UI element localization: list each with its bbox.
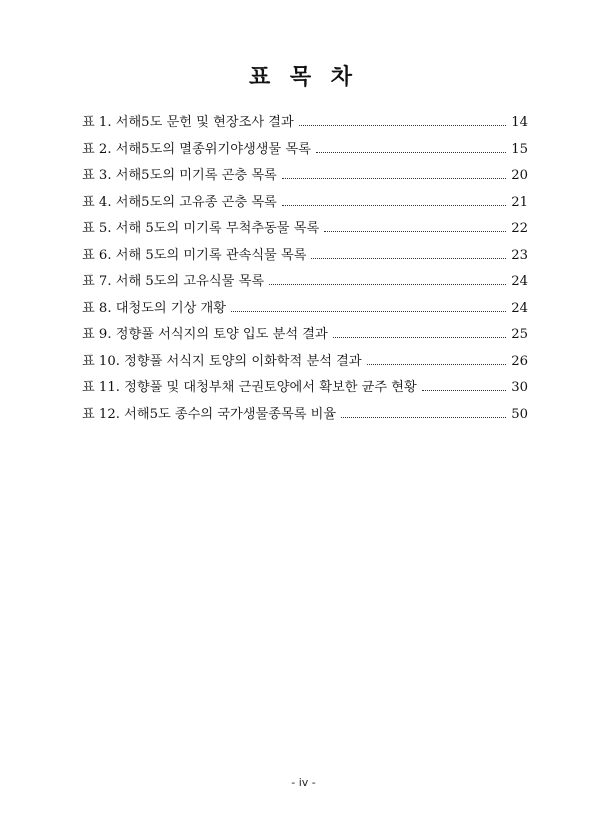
toc-entry-11[interactable] bbox=[82, 379, 528, 406]
dot-leader bbox=[231, 311, 506, 312]
dot-leader bbox=[282, 178, 506, 179]
toc-entry-page: 22 bbox=[511, 221, 528, 236]
toc-entry-label: 표 2. 서해5도의 멸종위기야생생물 목록 bbox=[82, 141, 311, 157]
toc-entry-2[interactable] bbox=[82, 141, 528, 168]
dot-leader bbox=[299, 125, 506, 126]
toc-entry-label: 표 6. 서해 5도의 미기록 관속식물 목록 bbox=[82, 247, 307, 263]
dot-leader bbox=[316, 152, 506, 153]
dot-leader bbox=[367, 364, 506, 365]
toc-entry-4[interactable] bbox=[82, 194, 528, 221]
toc-entry-label: 표 5. 서해 5도의 미기록 무척추동물 목록 bbox=[82, 221, 320, 236]
toc-entry-12[interactable] bbox=[82, 406, 528, 433]
toc-entry-9[interactable] bbox=[82, 326, 528, 353]
table-of-contents bbox=[82, 114, 528, 432]
toc-entry-label: 표 4. 서해5도의 고유종 곤충 목록 bbox=[82, 194, 277, 210]
toc-entry-page: 26 bbox=[511, 353, 528, 369]
dot-leader bbox=[282, 205, 506, 206]
toc-entry-page: 14 bbox=[511, 115, 528, 130]
toc-entry-5[interactable] bbox=[82, 220, 528, 247]
toc-entry-page: 23 bbox=[511, 247, 528, 263]
dot-leader bbox=[333, 337, 506, 338]
toc-entry-label: 표 12. 서해5도 종수의 국가생물종목록 비율 bbox=[82, 406, 337, 422]
dot-leader bbox=[324, 231, 506, 232]
toc-entry-3[interactable] bbox=[82, 167, 528, 194]
dot-leader bbox=[341, 417, 506, 418]
dot-leader bbox=[311, 258, 506, 259]
page-number-footer: - iv - bbox=[291, 776, 316, 789]
page-title: 표 목 차 bbox=[248, 64, 359, 90]
toc-entry-label: 표 1. 서해5도 문헌 및 현장조사 결과 bbox=[82, 115, 294, 130]
toc-entry-label: 표 11. 정향풀 및 대청부채 근권토양에서 확보한 균주 현황 bbox=[82, 380, 417, 395]
toc-entry-label: 표 9. 정향풀 서식지의 토양 입도 분석 결과 bbox=[82, 327, 328, 342]
toc-entry-7[interactable] bbox=[82, 273, 528, 300]
toc-entry-1[interactable] bbox=[82, 114, 528, 141]
toc-entry-page: 21 bbox=[511, 194, 528, 210]
dot-leader bbox=[422, 390, 506, 391]
toc-entry-page: 30 bbox=[511, 380, 528, 395]
toc-entry-label: 표 8. 대청도의 기상 개황 bbox=[82, 300, 227, 316]
dot-leader bbox=[269, 284, 506, 285]
toc-entry-page: 20 bbox=[511, 168, 528, 183]
toc-entry-label: 표 10. 정향풀 서식지 토양의 이화학적 분석 결과 bbox=[82, 353, 362, 369]
toc-entry-page: 25 bbox=[511, 327, 528, 342]
toc-entry-page: 24 bbox=[511, 300, 528, 316]
toc-entry-page: 50 bbox=[511, 406, 528, 422]
toc-entry-6[interactable] bbox=[82, 247, 528, 274]
toc-entry-label: 표 7. 서해 5도의 고유식물 목록 bbox=[82, 274, 265, 289]
toc-entry-label: 표 3. 서해5도의 미기록 곤충 목록 bbox=[82, 168, 277, 183]
toc-entry-8[interactable] bbox=[82, 300, 528, 327]
toc-entry-10[interactable] bbox=[82, 353, 528, 380]
toc-entry-page: 24 bbox=[511, 274, 528, 289]
toc-entry-page: 15 bbox=[511, 141, 528, 157]
